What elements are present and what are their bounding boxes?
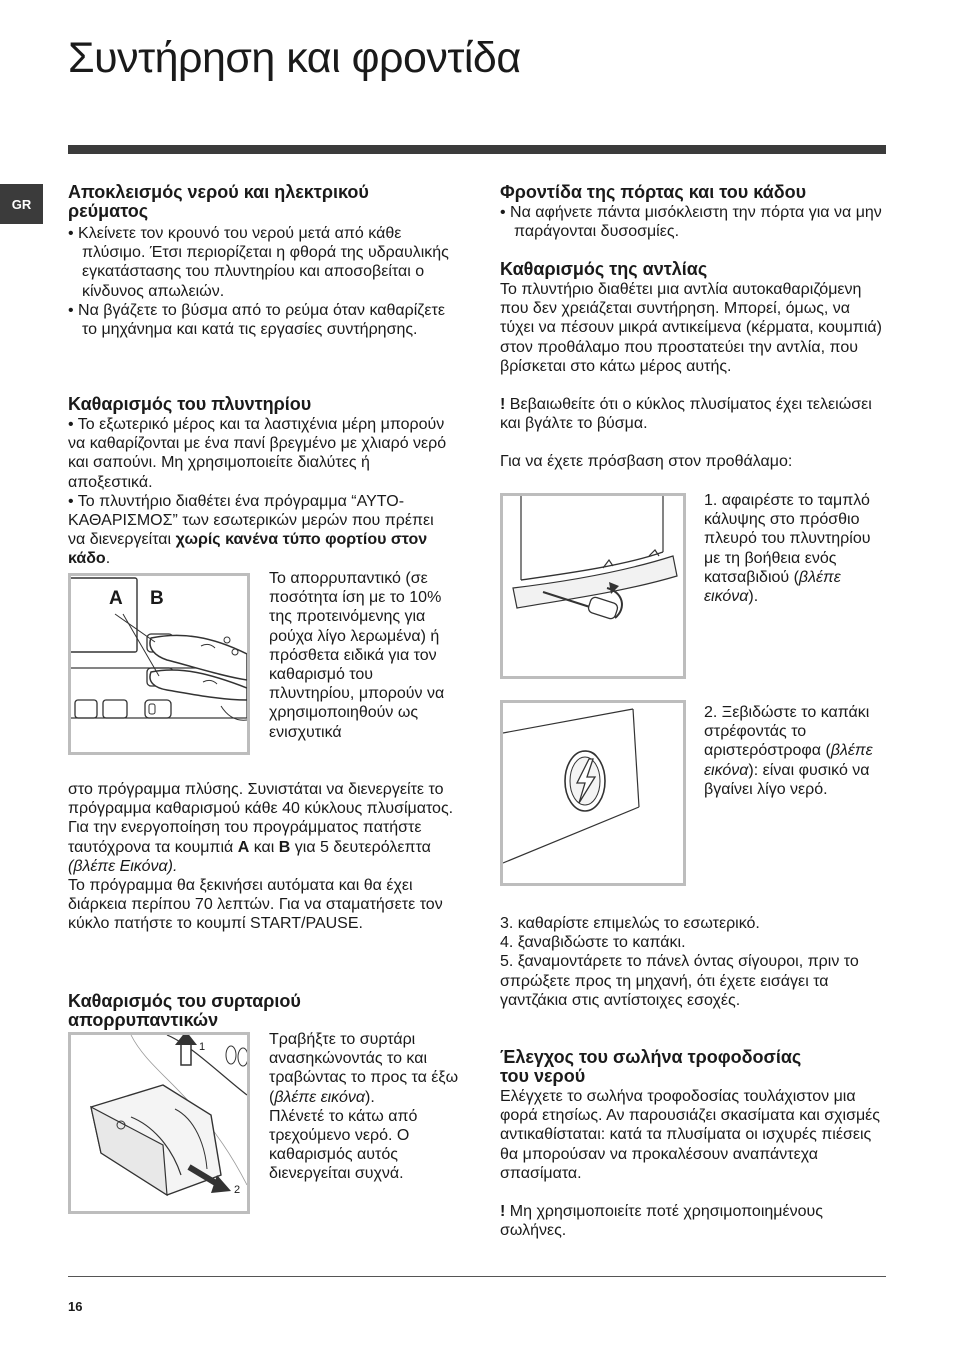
body-text: 5. ξαναμοντάρετε το πάνελ όντας σίγουροι, πριν το σπρώξετε προς τη μηχανή, ότι έχετε εισάγει τα γαντζάκια στις αντίστοιχες εσοχές. [500,953,859,1009]
section-heading: Καθαρισμός της αντλίας [500,259,708,279]
body-text: Για την ενεργοποίηση του προγράμματος πατήστε ταυτόχρονα τα κουμπιά A και B για 5 δευτερόλεπτα (βλέπε Εικόνα). [68,819,431,875]
body-text: Το πλυντήριο διαθέτει μια αντλία αυτοκαθαριζόμενη που δεν χρειάζεται συντήρηση. Μπορεί, όμως, να τύχει να πέσουν μικρά αντικείμενα (κέρματα, κουμπιά) στον προθάλαμο που προστατεύει την αντλία, που βρίσκεται στο κάτω μέρος αυτής. [500,281,882,375]
section-hose [500,1048,888,1240]
section-pump [500,260,888,472]
body-text: 4. ξαναβιδώστε το καπάκι. [500,934,686,952]
section-cleaning-machine [68,395,454,569]
page-number: 16 [68,1299,83,1314]
body-text: Ελέγχετε το σωλήνα τροφοδοσίας τουλάχιστον μια φορά ετησίως. Αν παρουσιάζει σκασίματα και σχισμές αντικαθίσταται: κατά τα πλυσίματα οι ισχυρές πιέσεις θα μπορούσαν να προκαλέσουν αναπάντεχα σπασίματα. [500,1088,881,1182]
body-text: Πλένετέ το κάτω από τρεχούμενο νερό. Ο καθαρισμός αυτός διενεργείται συχνά. [269,1107,418,1183]
panel-screwdriver-illustration [503,496,683,676]
step-number-2: 2 [234,1184,241,1196]
header-rule [68,145,886,154]
step2-text [704,703,890,799]
figure-panel-removal [500,493,686,679]
pump-steps [500,914,888,1010]
warning-text: ! Βεβαιωθείτε ότι ο κύκλος πλυσίματος έχει τελειώσει και βγάλτε το βύσμα. [500,396,872,433]
step-number-1: 1 [199,1041,206,1053]
body-text: 3. καθαρίστε επιμελώς το εσωτερικό. [500,915,760,932]
bullet-text: • Να βγάζετε το βύσμα από το ρεύμα όταν καθαρίζετε το μηχάνημα και κατά τις εργασίες συντήρησης. [68,301,445,339]
figure-side-text [269,569,457,742]
drawer-illustration [71,1035,247,1211]
footer-rule [68,1276,886,1277]
section-door-drum [500,183,888,241]
section-water-power [68,183,454,339]
body-text: Το απορρυπαντικό (σε ποσότητα ίση με το 10% της προτεινόμενης για ρούχα λίγο λερωμένα) ή πρόσθετα ειδικά για τον καθαρισμό του πλυντηρίου, μπορούν να χρησιμοποιηθούν ως ενισχυτικά [269,570,445,741]
body-text: Τραβήξτε το συρτάρι ανασηκώνοντάς το και τραβώντας το προς τα έξω (βλέπε εικόνα). [269,1031,459,1106]
section-heading: Αποκλεισμός νερού και ηλεκτρικού ρεύματος [68,182,369,221]
body-text: στο πρόγραμμα πλύσης. Συνιστάται να διενεργείτε το πρόγραμμα καθαρισμού κάθε 40 κύκλους πλυσίματος. [68,781,454,818]
step1-text [704,491,890,606]
section-heading: Έλεγχος του σωλήνα τροφοδοσίας του νερού [500,1047,802,1086]
label-b: B [150,588,164,609]
pump-cap-illustration [503,703,683,883]
page-title: Συντήρηση και φροντίδα [68,34,521,82]
figure-pump-cap [500,700,686,886]
warning-text: ! Μη χρησιμοποιείτε ποτέ χρησιμοποιημένους σωλήνες. [500,1203,823,1240]
figure-buttons-ab [68,573,250,755]
section-heading: Καθαρισμός του συρταριού απορρυπαντικών [68,991,301,1030]
body-text: Το πρόγραμμα θα ξεκινήσει αυτόματα και θα έχει διάρκεια περίπου 70 λεπτών. Για να σταματήσετε τον κύκλο πατήστε το κουμπί START/PAUSE. [68,877,443,933]
section-drawer [68,992,454,1030]
section-heading: Φροντίδα της πόρτας και του κάδου [500,182,807,202]
body-text: 1. αφαιρέστε το ταμπλό κάλυψης στο πρόσθιο πλευρό του πλυντηρίου με τη βοήθεια ενός κατσαβιδιού (βλέπε εικόνα). [704,492,871,606]
bullet-text: • Κλείνετε τον κρουνό του νερού μετά από κάθε πλύσιμο. Έτσι περιορίζεται η φθορά της υδραυλικής εγκατάστασης του πλυντηρίου και αποσοβείται ο κίνδυνος απωλειών. [68,225,449,300]
body-text: 2. Ξεβιδώστε το καπάκι στρέφοντάς το αριστερόστροφα (βλέπε εικόνα): είναι φυσικό να βγαίνει λίγο νερό. [704,704,873,798]
body-text: • Το εξωτερικό μέρος και τα λαστιχένια μέρη μπορούν να καθαρίζονται με ένα πανί βρεγμένο με χλιαρό νερό και σαπούνι. Μη χρησιμοποιείτε διαλύτες ή αποξεστικά. [68,416,447,491]
section-heading: Καθαρισμός του πλυντηρίου [68,394,312,414]
body-text: • Το πλυντήριο διαθέτει ένα πρόγραμμα “ΑΥΤΟ-ΚΑΘΑΡΙΣΜΟΣ” των εσωτερικών μερών που πρέπει να διενεργείται χωρίς κανένα τύπο φορτίου στον κάδο. [68,492,434,568]
bullet-text: • Να αφήνετε πάντα μισόκλειστη την πόρτα για να μην παράγονται δυσοσμίες. [500,204,882,241]
body-text: Για να έχετε πρόσβαση στον προθάλαμο: [500,453,793,471]
figure-drawer [68,1032,250,1214]
section-cleaning-continued [68,780,454,934]
drawer-text [269,1030,459,1184]
label-a: A [109,588,123,609]
language-tab: GR [0,184,43,224]
